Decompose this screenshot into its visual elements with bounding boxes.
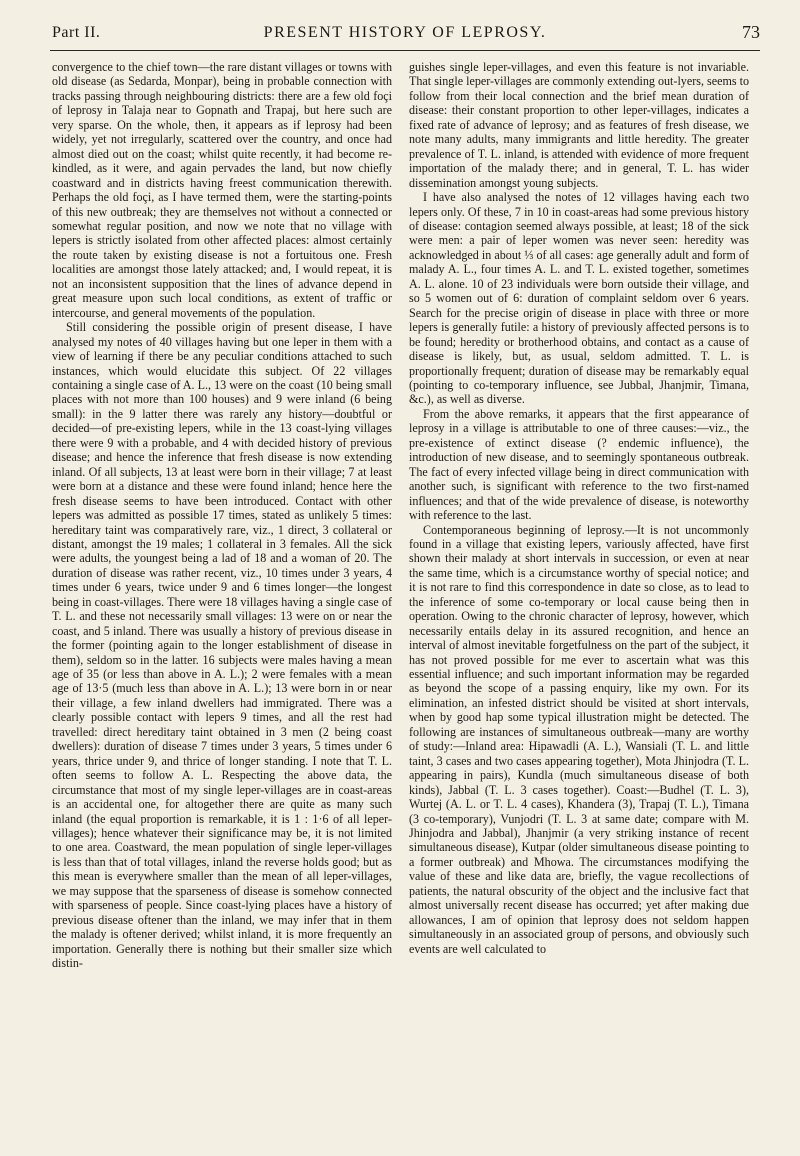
running-header [50,18,760,52]
running-title: PRESENT HISTORY OF LEPROSY. [263,24,547,41]
page-number: 73 [742,22,760,42]
paragraph: Still considering the possible origin of present disease, I have analysed my notes of 40 villages having but one leper in them with a view of learning if there be any peculiar conditions attached to such instances, which would elucidate this subject. Of 22 villages containing a single case of A. L., 13 were on the coast (10 being small places with not more than 100 houses) and 9 were inland (6 being small): in the 9 latter there was rarely any history—doubtful or decided—of pre-existing lepers, while in the 13 coast-lying villages there were 9 with a probable, and 4 with decided history of previous disease; and hence the inference that fresh disease is now extending inland. Of all subjects, 13 at least were born in their village; 7 at least were born at a distance and these were found inland; hence here the fresh disease seems to have been introduced. Contact with other lepers was admitted as possible 17 times, stated as unlikely 5 times: hereditary taint was comparatively rare, viz., 1 direct, 3 collateral or distant, amongst the 19 males; 1 collateral in 3 females. All the sick were adults, the youngest being a lad of 18 and a woman of 20. The duration of disease was rather recent, viz., 10 times under 3 years, 4 times under 6 years, twice under 9 and 6 times longer—the longest being in coast-villages. There were 18 villages having a single case of T. L. and these not necessarily small villages: 13 were on or near the coast, and 5 inland. There was usually a history of previous disease in the former (pointing again to the longer establishment of disease in them), seldom so in the latter. 16 subjects were males having a mean age of 35 (or less than above in A. L.); 2 were females with a mean age of 13·5 (much less than above in A. L.); 13 were born in or near their village, a few inland dwellers had immigrated. There was a clearly possible contact with lepers 9 times, and all the rest had travelled: direct hereditary taint obtained in 3 men (2 being coast dwellers): duration of disease 7 times under 3 years, 5 times under 6 years, thrice under 9, and thrice of longer standing. I note that T. L. often seems to follow A. L. Respecting the above data, the circumstance that most of my single leper-villages are in coast-areas is an accidental one, for altogether there are quite as many such inland (the equal proportion is remarkable, it is 1 : 1·6 of all leper-villages); hence whatever their significance may be, it is not limited to one area. Coastward, the mean population of single leper-villages is less than that of total villages, inland the reverse holds good; but as this mean is everywhere smaller than the mean of all leper-villages, we may suppose that the sparseness of disease is somehow connected with sparseness of people. Since coast-lying places have a history of previous disease oftener than the inland, we may infer that in them the malady is oftener derived; whilst inland, it is more frequently an importation. Generally there is nothing but their smaller size which distin- [52,320,392,971]
header-rule [50,50,760,51]
right-column [409,60,749,1140]
paragraph: Contemporaneous beginning of leprosy.—It is not uncommonly found in a village that existing lepers, variously affected, have first shown their malady at short intervals in succession, or even at near the same time, which is a circumstance worthy of special notice; and it is not rare to find this correspondence in date so close, as to lead to the inference of some co-temporary or local cause being then in operation. Owing to the chronic character of leprosy, however, which necessarily entails delay in its assured recognition, and hence an interval of almost inevitable forgetfulness on the part of the subject, it has not proved possible for me ever to ascertain what was this essential influence; and such important information may be regarded as beyond the scope of a passing enquiry, like my own. For its elimination, an infested district should be visited at short intervals, when by good hap some typical illustration might be detected. The following are instances of simultaneous outbreak—many are worthy of study:—Inland area: Hipawadli (A. L.), Wansiali (T. L. and little taint, 3 cases and two cases appearing together), Mota Jhinjodra (T. L. appearing in pairs), Kundla (much simultaneous disease of both kinds), Jabbal (T. L. 3 cases together). Coast:—Budhel (T. L. 3), Wurtej (A. L. or T. L. 4 cases), Khandera (3), Trapaj (T. L.), Timana (3 co-temporary), Vunjodri (T. L. 3 at same date; compare with M. Jhinjodra and Jabbal), Jhanjmir (a very striking instance of recent simultaneous disease), Kutpar (older simultaneous disease pointing to a former outbreak) and Mhowa. The circumstances modifying the value of these and like data are, briefly, the vague recollections of patients, the natural obscurity of the object and the inclusive fact that almost universally recent disease has occurred; yet after making due allowances, I am of opinion that leprosy does not seldom happen simultaneously in an associated group of persons, and obviously such events are well calculated to [409,522,749,956]
left-column [52,60,392,1140]
paragraph: I have also analysed the notes of 12 villages having each two lepers only. Of these, 7 in 10 in coast-areas had some previous history of disease: contagion seemed always possible, at least; 18 of the sick were men: a pair of leper women was never seen: heredity was acknowledged in about ⅓ of all cases: age generally adult and form of malady A. L., four times A. L. and T. L. existed together, sometimes A. L. alone. 10 of 23 individuals were born outside their village, and so 5 women out of 6: duration of complaint seldom over 6 years. Search for the precise origin of disease in place with three or more lepers is generally futile: a history of previously affected persons is to be found; heredity or brotherhood obtains, and contact as a cause of disease is likely, but, as usual, seldom admitted. T. L. is proportionally frequent; duration of disease may be remarkably equal (pointing to co-temporary influence, see Jubbal, Jhanjmir, Timana, &c.), as well as diverse. [409,190,749,407]
paragraph: From the above remarks, it appears that the first appearance of leprosy in a village is attributable to one of three causes:—viz., the pre-existence of extinct disease (? endemic influence), the introduction of new disease, and to seemingly spontaneous outbreak. The fact of every infected village being in direct communication with another such, is significant with reference to the two first-named influences; and that of the wide prevalence of disease, is noteworthy with reference to the last. [409,406,749,523]
paragraph: convergence to the chief town—the rare distant villages or towns with old disease (as Sedarda, Monpar), being in probable connection with tracks passing through neighbouring districts: there are a few old foçi of leprosy in Talaja near to Gopnath and Trapaj, but here such are very sparse. On the whole, then, it appears as if leprosy had been widely, yet not irregularly, scattered over the country, and once had almost died out on the coast; whilst quite recently, it had become re-kindled, as it were, and again pervades the land, but now chiefly coastward and in districts having freest communication therewith. Perhaps the old foçi, as I have termed them, were the starting-points of this new outbreak; they are themselves not without a connected or somewhat regular position, and now we note that no village with lepers is strictly isolated from other affected places: almost certainly the route taken by existing disease is not a fortuitous one. Fresh localities are amongst those lately attacked; and, I would repeat, it is not an inconsistent supposition that the lines of advance depend in great measure upon such local conditions, as extent of traffic or intercourse, and general movements of the population. [52,60,392,320]
part-label: Part II. [52,24,101,41]
paragraph: guishes single leper-villages, and even this feature is not invariable. That single leper-villages are commonly extending out-lyers, seems to follow from their local connection and the brief mean duration of disease: their constant proportion to other leper-villages, indicates a fixed rate of advance of leprosy; and as features of fresh disease, we note many adults, many immigrants and little heredity. The greater prevalence of T. L. inland, is attended with evidence of more frequent importation of the malady there; and in general, T. L. has wider dissemination amongst young subjects. [409,60,749,190]
